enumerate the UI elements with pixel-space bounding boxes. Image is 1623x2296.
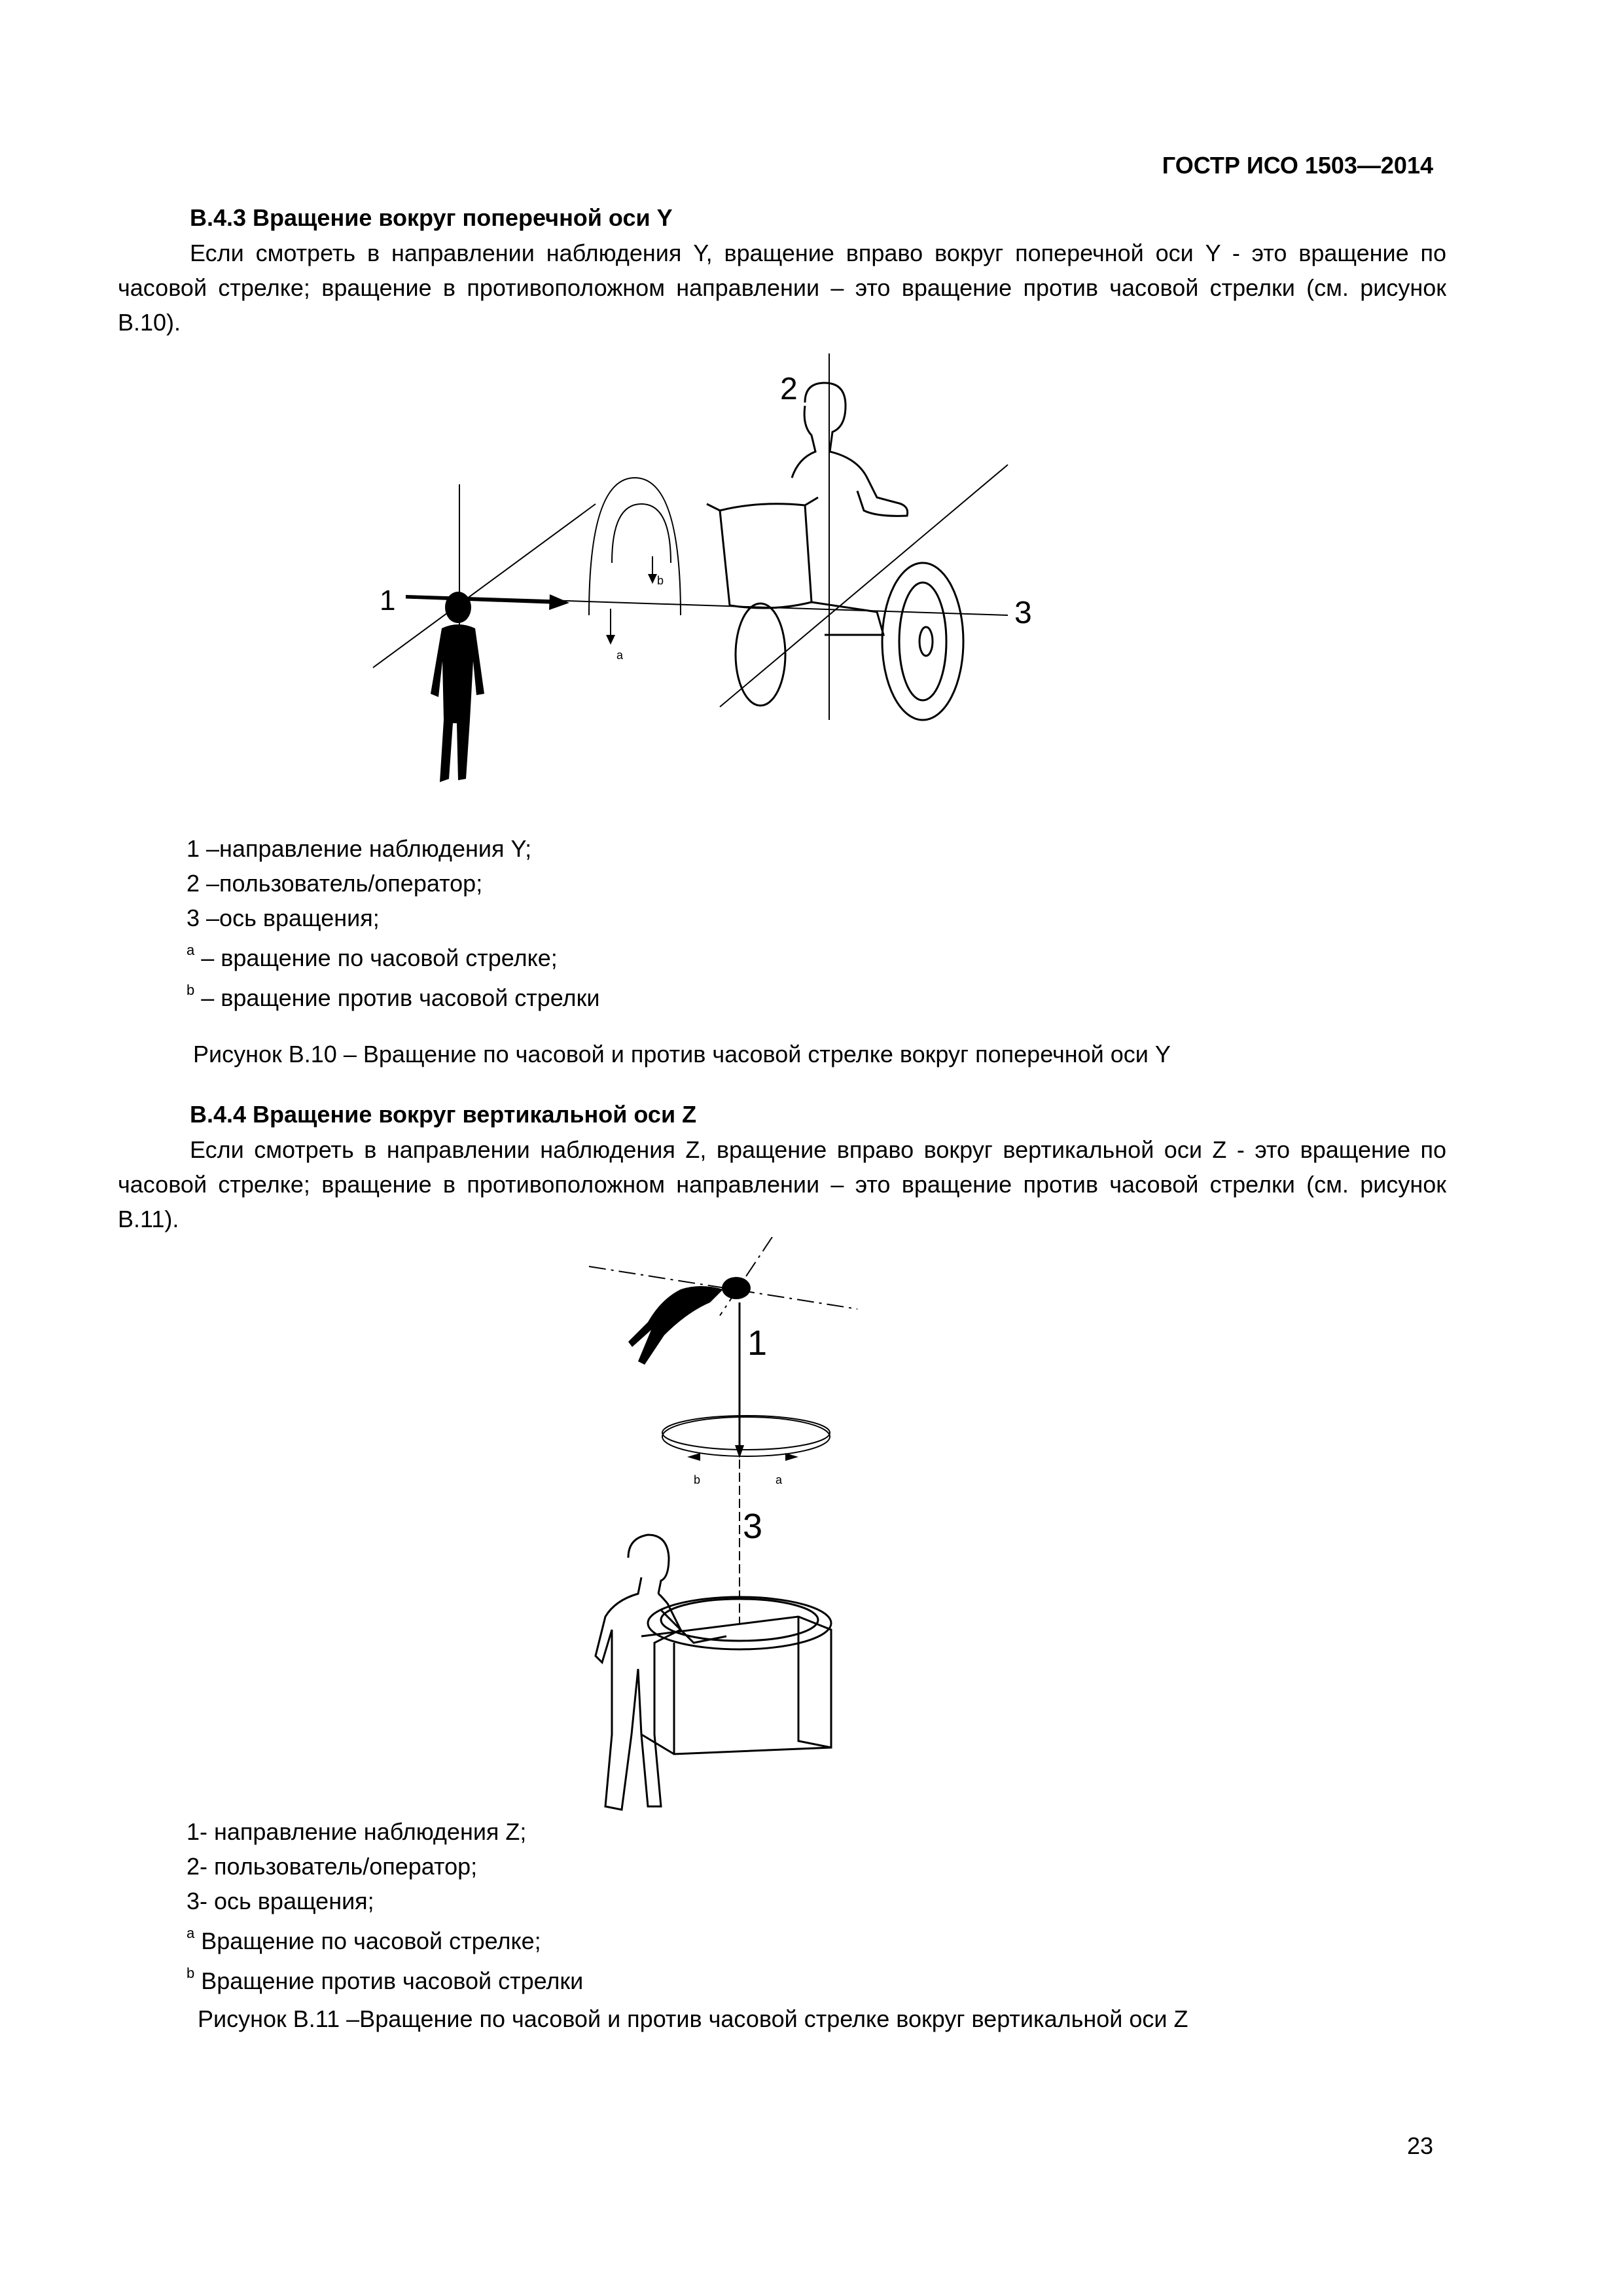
legend-text: –пользователь/оператор; [200,870,483,897]
figure-11-legend [187,1814,583,1998]
legend-text: –ось вращения; [200,905,380,931]
label-b: b [694,1473,701,1486]
legend-mark: 2 [187,870,200,897]
legend-item [187,901,599,935]
label-2: 2 [780,372,798,406]
label-a: a [776,1473,783,1486]
top-diagonal-axis [720,1237,772,1316]
section-heading-z-axis: В.4.4 Вращение вокруг вертикальной оси Z [190,1101,697,1128]
figure-10-illustration [353,353,1073,812]
paragraph-y-axis: Если смотреть в направлении наблюдения Y, вращение вправо вокруг поперечной оси Y - это вращение по часовой стрелке; вращение в противоположном направлении – это вращение против часовой стрелки (см. рисунок В.10). [118,240,1446,336]
legend-item [187,1918,583,1958]
figure-11-illustration [576,1237,890,1813]
legend-item [187,1884,583,1918]
label-a: a [616,649,624,662]
legend-item [187,866,599,901]
legend-superscript: b [187,1965,195,1981]
observer-diagonal-axis [373,504,596,668]
document-header: ГОСТР ИСО 1503—2014 [1162,152,1433,179]
section-heading-y-axis: В.4.3 Вращение вокруг поперечной оси Y [190,204,673,231]
ring-arrow-b [687,1453,700,1461]
legend-item [187,831,599,866]
legend-superscript: a [187,1925,195,1941]
label-1: 1 [380,584,396,617]
observer-silhouette [431,592,484,782]
legend-text: – вращение по часовой стрелке; [194,944,558,971]
legend-item [187,975,599,1015]
rotation-axis-line [406,596,1008,615]
figure-10-legend [187,831,599,1015]
viewing-direction-arrowhead [549,594,569,610]
label-1: 1 [747,1323,768,1363]
legend-superscript: b [187,982,195,998]
legend-superscript: a [187,942,195,958]
rotation-ring-inner [662,1416,830,1450]
label-b: b [657,574,664,587]
figure-11-caption: Рисунок В.11 –Вращение по часовой и против часовой стрелке вокруг вертикальной оси Z [198,2005,1188,2032]
label-3: 3 [743,1507,763,1546]
page-number: 23 [1406,2132,1433,2159]
legend-item [187,1849,583,1884]
legend-mark: 1 [187,835,200,862]
legend-item [187,1958,583,1998]
legend-text: 1- направление наблюдения Z; [187,1818,527,1845]
rotation-arc-inner [612,504,671,563]
legend-text: 3- ось вращения; [187,1888,374,1914]
operator-console-drawing [596,1535,831,1810]
arc-arrow-a-head [606,635,615,645]
ring-arrow-a [785,1453,798,1461]
legend-text: Вращение против часовой стрелки [194,1967,584,1994]
figure-10-caption: Рисунок В.10 – Вращение по часовой и против часовой стрелке вокруг поперечной оси Y [193,1041,1171,1067]
legend-mark: 3 [187,905,200,931]
rotation-arc-outer [589,478,681,615]
legend-text: 2- пользователь/оператор; [187,1853,478,1880]
label-3: 3 [1014,596,1032,630]
wheelchair-diagonal-axis [720,465,1008,707]
arc-arrow-b-head [648,574,657,584]
legend-text: – вращение против часовой стрелки [194,984,600,1011]
legend-text: –направление наблюдения Y; [200,835,532,862]
paragraph-z-axis: Если смотреть в направлении наблюдения Z, вращение вправо вокруг вертикальной оси Z - это вращение по часовой стрелке; вращение в противоположном направлении – это вращение против часовой стрелки (см. рисунок В.11). [118,1136,1446,1232]
legend-item [187,935,599,975]
legend-text: Вращение по часовой стрелке; [194,1928,541,1954]
observer-top-silhouette [628,1277,751,1365]
wheelchair-user-drawing [707,383,963,720]
legend-item [187,1814,583,1849]
